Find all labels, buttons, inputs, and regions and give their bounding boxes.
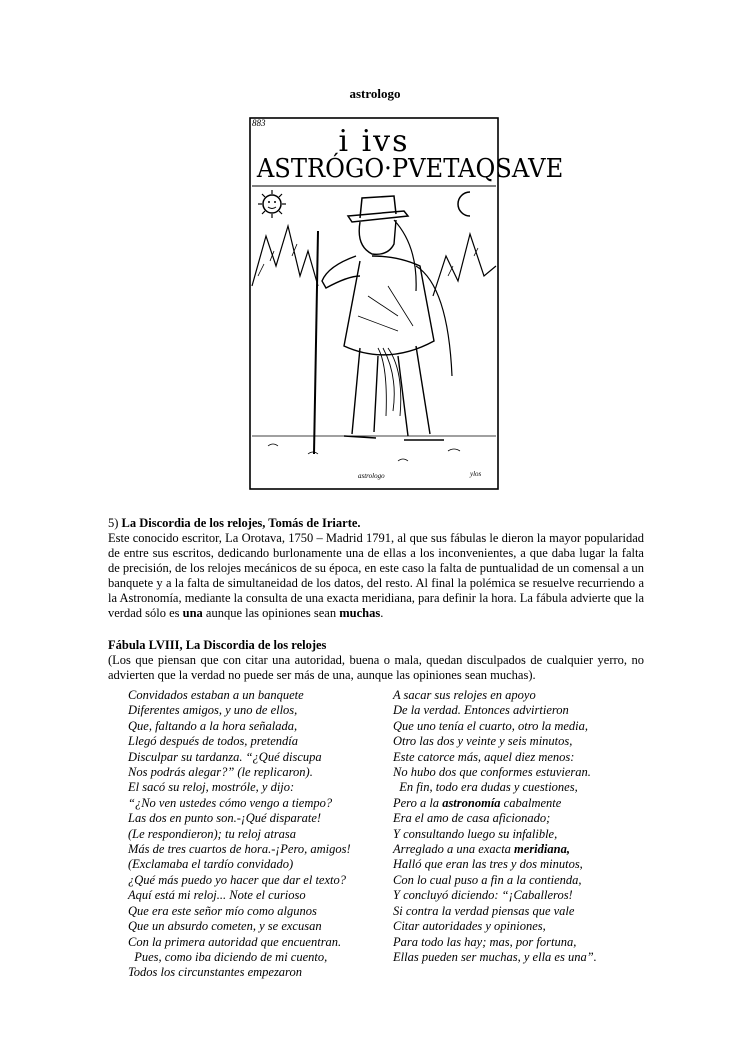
poem-line: Más de tres cuartos de hora.-¡Pero, amigos! (128, 842, 351, 857)
poem-line: Con lo cual puso a fin a la contienda, (393, 872, 582, 887)
poem-line: (Exclamaba el tardío convidado) (128, 857, 294, 872)
poem-column-right (393, 688, 653, 965)
poem-text: Arreglado a una exacta (393, 842, 515, 857)
section-number: 5) (108, 516, 119, 530)
poem-line: Que, faltando a la hora señalada, (128, 718, 298, 733)
poem-line: Pues, como iba diciendo de mi cuento, (128, 949, 328, 964)
poem-line: Era el amo de casa aficionado; (393, 811, 551, 826)
section-title: La Discordia de los relojes, Tomás de Iriarte. (121, 516, 361, 530)
emphasis-astronomia: astronomía (442, 795, 501, 810)
section-heading (108, 516, 644, 531)
poem-line: ¿Qué más puedo yo hacer que dar el texto? (128, 872, 346, 887)
poem-line: Nos podrás alegar?” (le replicaron). (128, 765, 313, 780)
poem-line: Y concluyó diciendo: “¡Caballeros! (393, 888, 573, 903)
poem-line: Si contra la verdad piensas que vale (393, 903, 575, 918)
poem-line: Y consultando luego su infalible, (393, 826, 558, 841)
poem-line: Ellas pueden ser muchas, y ella es una”. (393, 949, 597, 964)
poem-line: El sacó su reloj, mostróle, y dijo: (128, 780, 295, 795)
poem-line: Llegó después de todos, pretendía (128, 734, 299, 749)
poem-line: Que era este señor mío como algunos (128, 903, 317, 918)
page-title: astrologo (349, 86, 401, 101)
poem-line: De la verdad. Entonces advirtieron (393, 703, 569, 718)
poem-line: Citar autoridades y opiniones, (393, 919, 546, 934)
poem-line: Otro las dos y veinte y seis minutos, (393, 734, 573, 749)
poem-line: En fin, todo era dudas y cuestiones, (393, 780, 578, 795)
poem-line: “¿No ven ustedes cómo vengo a tiempo? (128, 795, 333, 810)
figure-number: 883 (252, 118, 266, 128)
poem-line: (Le respondieron); tu reloj atrasa (128, 826, 297, 841)
poem-line: Que un absurdo cometen, y se excusan (128, 919, 322, 934)
poem-line: Las dos en punto son.-¡Qué disparate! (128, 811, 322, 826)
fable-title: Fábula LVIII, La Discordia de los relojes (108, 638, 327, 652)
emphasis-una: una (182, 606, 203, 620)
poem-text: cabalmente (500, 795, 562, 810)
sun-icon (258, 190, 286, 218)
poem-line: Con la primera autoridad que encuentran. (128, 934, 342, 949)
moon-icon (458, 192, 470, 216)
figure-signature: ylos (470, 470, 482, 478)
poem-line: Para todo las hay; mas, por fortuna, (393, 934, 577, 949)
poem-line-astronomia (393, 796, 653, 811)
poem-line: Este catorce más, aquel diez menos: (393, 749, 575, 764)
poem-line: Disculpar su tardanza. “¿Qué discupa (128, 749, 322, 764)
poem-column-left (128, 688, 388, 981)
poem-line: Aquí está mi reloj... Note el curioso (128, 888, 306, 903)
fable-intro: (Los que piensan que con citar una autoridad, buena o mala, quedan disculpados de cualquier yerro, no advierten que la verdad no puede ser más de una, aunque las opiniones sean muchas). (108, 653, 644, 682)
poem-line: No hubo dos que conformes estuvieran. (393, 765, 591, 780)
poem-line: Convidados estaban a un banquete (128, 688, 304, 702)
poem-line: A sacar sus relojes en apoyo (393, 688, 536, 702)
poem-line: Que uno tenía el cuarto, otro la media, (393, 718, 588, 733)
figure-title-line1: i ivs (338, 124, 410, 159)
section-body (108, 516, 644, 683)
figure-title-line2: ASTRÓGO·PVETAQSAVE (256, 154, 564, 184)
poem-text: Pero a la (393, 795, 443, 810)
poem-line: Diferentes amigos, y uno de ellos, (128, 703, 298, 718)
paragraph-text-mid: aunque las opiniones sean (202, 606, 340, 620)
paragraph-text-end: . (380, 606, 384, 620)
section-paragraph (108, 531, 644, 621)
figure-caption: astrologo (358, 472, 385, 480)
emphasis-muchas: muchas (339, 606, 381, 620)
paragraph-text: Este conocido escritor, La Orotava, 1750 – Madrid 1791, al que sus fábulas le dieron la mayor popularidad de entre sus escritos, dedicando burlonamente una de ellas a los inconvenientes, a que daba lugar la falta de precisión, de los relojes mecánicos de su época, en este caso la falta de puntualidad de un comensal a un banquete y a la falta de simultaneidad de los datos, del resto. Al final la polémica se resuelve recurriendo a la Astronomía, mediante la consulta de una exacta meridiana, para definir la hora. La fábula advierte que la verdad sólo es (108, 531, 644, 620)
astrologer-illustration (248, 116, 564, 491)
poem-line-meridiana (393, 842, 653, 857)
poem-line: Todos los circunstantes empezaron (128, 965, 302, 980)
emphasis-meridiana: meridiana, (514, 842, 570, 857)
poem-line: Halló que eran las tres y dos minutos, (393, 857, 583, 872)
